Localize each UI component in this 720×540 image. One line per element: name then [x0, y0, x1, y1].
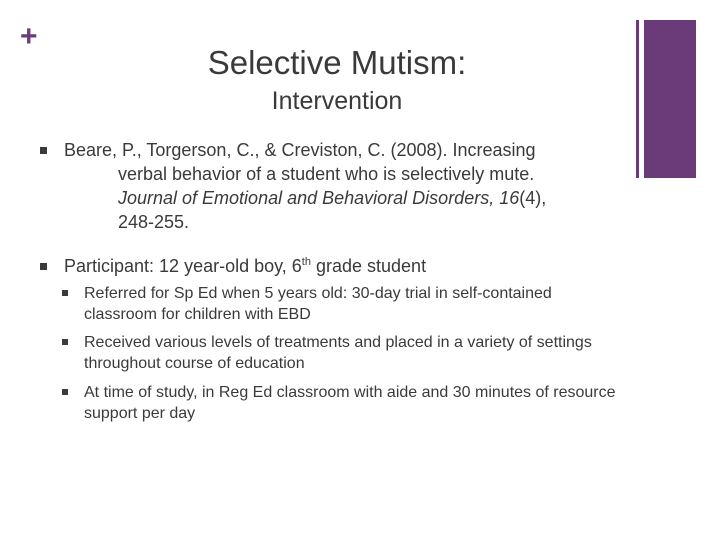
bullet-marker: [40, 147, 47, 154]
sub-bullet-marker: [62, 389, 68, 395]
participant-text-end: grade student: [310, 256, 427, 276]
citation-journal: Journal of Emotional and Behavioral Disorders,: [118, 188, 495, 208]
sub-bullet-marker: [62, 339, 68, 345]
accent-block: [644, 20, 696, 178]
sub-bullet-text: Received various levels of treatments and placed in a variety of settings throughout course of education: [84, 334, 592, 372]
accent-line: [636, 20, 639, 178]
citation-authors: Beare, P., Torgerson, C., & Creviston, C. (2008). Increasing: [64, 140, 536, 160]
sub-bullet-study-placement: [62, 382, 622, 424]
sub-bullet-text: At time of study, in Reg Ed classroom with aide and 30 minutes of resource support per day: [84, 384, 616, 422]
slide-title: Selective Mutism:: [207, 44, 467, 81]
citation-volume: 16: [499, 188, 520, 208]
bullet-citation: [40, 138, 620, 234]
sub-bullet-text: Referred for Sp Ed when 5 years old: 30-day trial in self-contained classroom for children with EBD: [84, 285, 552, 323]
citation-pages: 248-255.: [118, 212, 190, 232]
plus-mark: +: [20, 20, 38, 53]
sub-bullet-treatments: [62, 332, 622, 374]
citation-title: verbal behavior of a student who is selectively mute.: [118, 164, 535, 184]
citation-issue: (4),: [519, 188, 547, 208]
participant-ordinal: th: [301, 256, 311, 268]
participant-text: Participant: 12 year-old boy, 6: [64, 256, 302, 276]
bullet-marker: [40, 263, 47, 270]
sub-bullet-referral: [62, 283, 622, 325]
bullet-participant: [40, 254, 620, 278]
slide-subtitle: Intervention: [271, 87, 403, 115]
sub-bullet-marker: [62, 290, 68, 296]
